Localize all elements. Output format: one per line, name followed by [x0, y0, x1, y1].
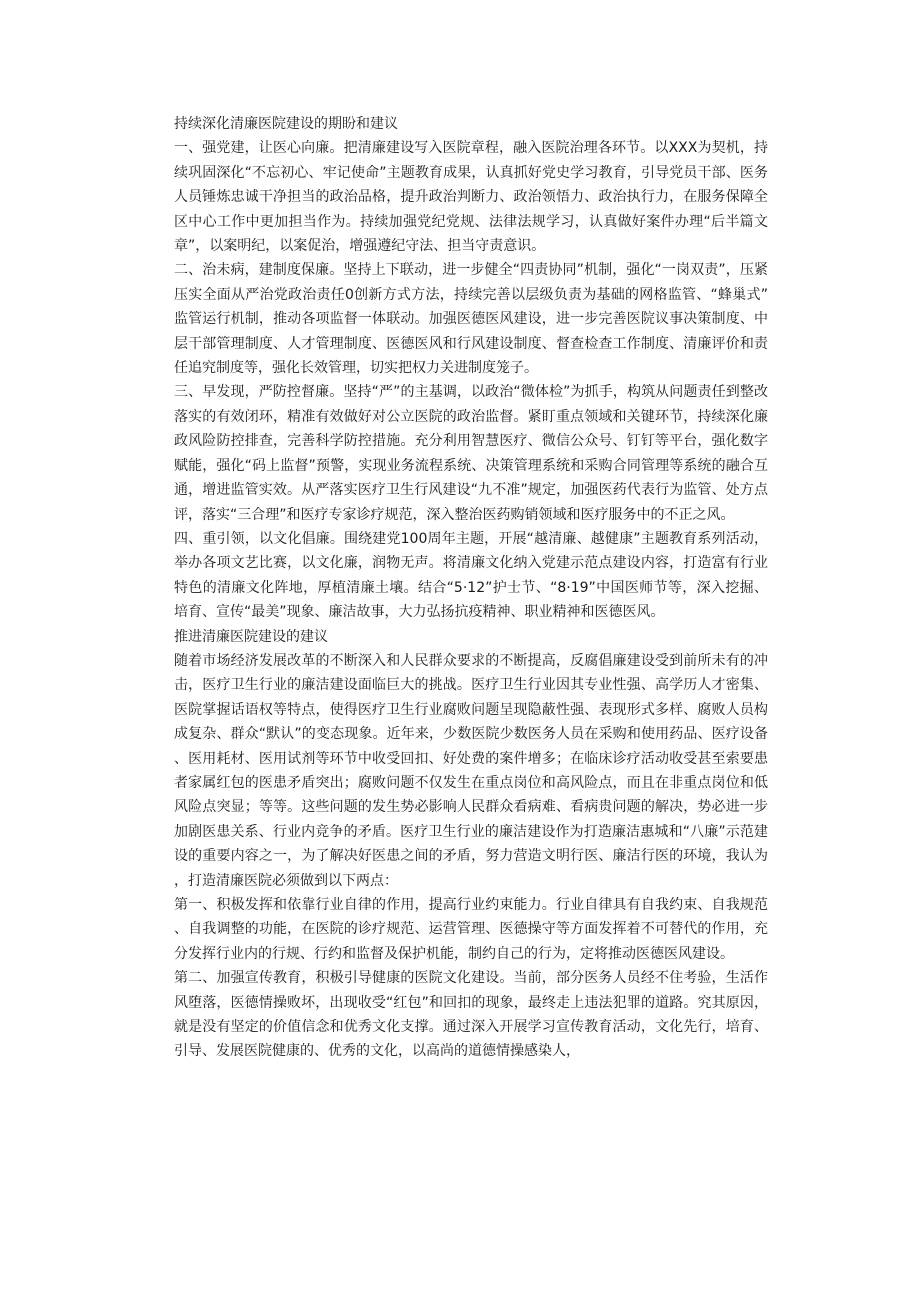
document-subtitle: 推进清廉医院建设的建议 — [174, 628, 328, 645]
section-prevention-system: 二、治未病，建制度保廉。坚持上下联动，进一步健全“四责协同”机制，强化“一岗双责”，压紧压实全面从严治党政治责任0创新方式方法，持续完善以层级负责为基础的网格监管、“蜂巢式”监管运行机制，推动各项监督一体联动。加强医德医风建设，进一步完善医院议事决策制度、中层干部管理制度、人才管理制度、医德医风和行风建设制度、督查检查工作制度、清廉评价和责任追究制度等，强化长效管理，切实把权力关进制度笼子。 — [174, 262, 768, 377]
document-page — [174, 112, 768, 1064]
document-title: 持续深化清廉医院建设的期盼和建议 — [174, 116, 398, 132]
section-strengthen-party: 一、强党建，让医心向廉。把清廉建设写入医院章程，融入医院治理各环节。以XXX为契机，持续巩固深化“不忘初心、牢记使命”主题教育成果，认真抓好党史学习教育，引导党员干部、医务人员锤炼忠诚干净担当的政治品格，提升政治判断力、政治领悟力、政治执行力，在服务保障全区中心工作中更加担当作为。持续加强党纪党规、法律法规学习，认真做好案件办理“后半篇文章”，以案明纪，以案促治，增强遵纪守法、担当守责意识。 — [174, 140, 768, 255]
suggestion-intro-paragraph: 随着市场经济发展改革的不断深入和人民群众要求的不断提高，反腐倡廉建设受到前所未有的冲击，医疗卫生行业的廉洁建设面临巨大的挑战。医疗卫生行业因其专业性强、高学历人才密集、医院掌握话语权等特点，使得医疗卫生行业腐败问题呈现隐蔽性强、表现形式多样、腐败人员构成复杂、群众“默认”的变态现象。近年来，少数医院少数医务人员在采购和使用药品、医疗设备、医用耗材、医用试剂等环节中收受回扣、好处费的案件增多；在临床诊疗活动收受甚至索要患者家属红包的医患矛盾突出；腐败问题不仅发生在重点岗位和高风险点，而且在非重点岗位和低风险点突显；等等。这些问题的发生势必影响人民群众看病难、看病贵问题的解决，势必进一步加剧医患关系、行业内竞争的矛盾。医疗卫生行业的廉洁建设作为打造廉洁惠城和“八廉”示范建设的重要内容之一，为了解决好医患之间的矛盾，努力营造文明行医、廉洁行医的环境，我认为，打造清廉医院必须做到以下两点： — [174, 652, 768, 889]
suggestion-second-paragraph: 第二、加强宣传教育，积极引导健康的医院文化建设。当前，部分医务人员经不住考验，生活作风堕落，医德情操败坏，出现收受“红包”和回扣的现象，最终走上违法犯罪的道路。究其原因，就是没有坚定的价值信念和优秀文化支撑。通过深入开展学习宣传教育活动，文化先行，培育、引导、发展医院健康的、优秀的文化，以高尚的道德情操感染人， — [174, 970, 768, 1060]
section-culture: 四、重引领，以文化倡廉。围绕建党100周年主题，开展“越清廉、越健康”主题教育系列活动，举办各项文艺比赛，以文化廉，润物无声。将清廉文化纳入党建示范点建设内容，打造富有行业特色的清廉文化阵地，厚植清廉土壤。结合“5·12”护士节、“8·19”中国医师节等，深入挖掘、培育、宣传“最美”现象、廉洁故事，大力弘扬抗疫精神、职业精神和医德医风。 — [174, 530, 768, 621]
section-early-detection: 三、早发现，严防控督廉。坚持“严”的主基调，以政治“微体检”为抓手，构筑从问题责任到整改落实的有效闭环，精准有效做好对公立医院的政治监督。紧盯重点领域和关键环节，持续深化廉政风险防控排查，完善科学防控措施。充分利用智慧医疗、微信公众号、钉钉等平台，强化数字赋能，强化“码上监督”预警，实现业务流程系统、决策管理系统和采购合同管理等系统的融合互通，增进监管实效。从严落实医疗卫生行风建设“九不准”规定，加强医药代表行为监管、处方点评，落实“三合理”和医疗专家诊疗规范，深入整治医药购销领域和医疗服务中的不正之风。 — [174, 384, 768, 523]
suggestion-first-paragraph: 第一、积极发挥和依靠行业自律的作用，提高行业约束能力。行业自律具有自我约束、自我规范、自我调整的功能，在医院的诊疗规范、运营管理、医德操守等方面发挥着不可替代的作用，充分发挥行业内的行规、行约和监督及保护机能，制约自己的行为，定将推动医德医风建设。 — [174, 897, 768, 962]
